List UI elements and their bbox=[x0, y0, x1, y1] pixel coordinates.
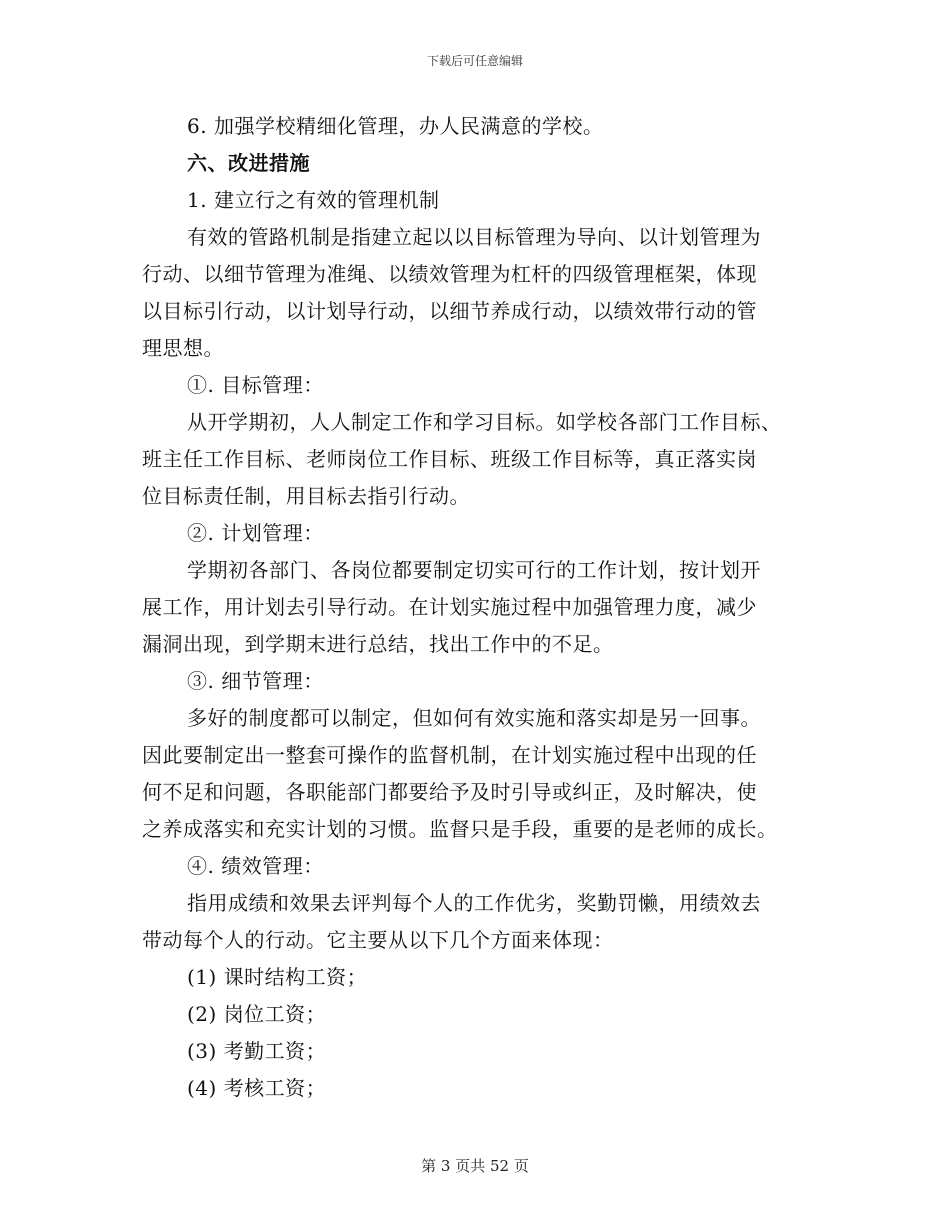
paragraph-line: 何不足和问题，各职能部门都要给予及时引导或纠正，及时解决，使 bbox=[142, 780, 757, 804]
paragraph-line: 班主任工作目标、老师岗位工作目标、班级工作目标等，真正落实岗 bbox=[142, 447, 757, 471]
list-item: (1) 课时结构工资； bbox=[187, 965, 368, 989]
list-item-6: 6. 加强学校精细化管理，办人民满意的学校。 bbox=[187, 114, 604, 138]
paragraph-line: 带动每个人的行动。它主要从以下几个方面来体现： bbox=[142, 928, 614, 952]
paragraph-line: 位目标责任制，用目标去指引行动。 bbox=[142, 484, 470, 508]
list-item: (4) 考核工资； bbox=[187, 1076, 327, 1100]
paragraph-line: 从开学期初，人人制定工作和学习目标。如学校各部门工作目标、 bbox=[187, 410, 782, 434]
subsection-heading: 1. 建立行之有效的管理机制 bbox=[187, 188, 440, 212]
item-heading-goal: ①. 目标管理： bbox=[187, 373, 324, 397]
paragraph-line: 理思想。 bbox=[142, 336, 224, 360]
paragraph-line: 展工作，用计划去引导行动。在计划实施过程中加强管理力度，减少 bbox=[142, 595, 757, 619]
page-footer: 第 3 页共 52 页 bbox=[421, 1157, 529, 1175]
paragraph-line: 之养成落实和充实计划的习惯。监督只是手段，重要的是老师的成长。 bbox=[142, 817, 778, 841]
list-item: (2) 岗位工资； bbox=[187, 1002, 327, 1026]
paragraph-line: 有效的管路机制是指建立起以以目标管理为导向、以计划管理为 bbox=[187, 225, 761, 249]
paragraph-line: 学期初各部门、各岗位都要制定切实可行的工作计划，按计划开 bbox=[187, 558, 761, 582]
paragraph-line: 指用成绩和效果去评判每个人的工作优劣，奖勤罚懒，用绩效去 bbox=[187, 891, 761, 915]
paragraph-line: 多好的制度都可以制定，但如何有效实施和落实却是另一回事。 bbox=[187, 706, 761, 730]
document-body bbox=[142, 108, 814, 1107]
paragraph-line: 行动、以细节管理为准绳、以绩效管理为杠杆的四级管理框架，体现 bbox=[142, 262, 757, 286]
paragraph-line: 因此要制定出一整套可操作的监督机制，在计划实施过程中出现的任 bbox=[142, 743, 757, 767]
header-note: 下载后可任意编辑 bbox=[426, 54, 523, 68]
item-heading-performance: ④. 绩效管理： bbox=[187, 854, 324, 878]
item-heading-plan: ②. 计划管理： bbox=[187, 521, 324, 545]
list-item: (3) 考勤工资； bbox=[187, 1039, 327, 1063]
section-heading: 六、改进措施 bbox=[187, 151, 310, 175]
paragraph-line: 漏洞出现，到学期末进行总结，找出工作中的不足。 bbox=[142, 632, 614, 656]
item-heading-detail: ③. 细节管理： bbox=[187, 669, 324, 693]
paragraph-line: 以目标引行动，以计划导行动，以细节养成行动，以绩效带行动的管 bbox=[142, 299, 757, 323]
